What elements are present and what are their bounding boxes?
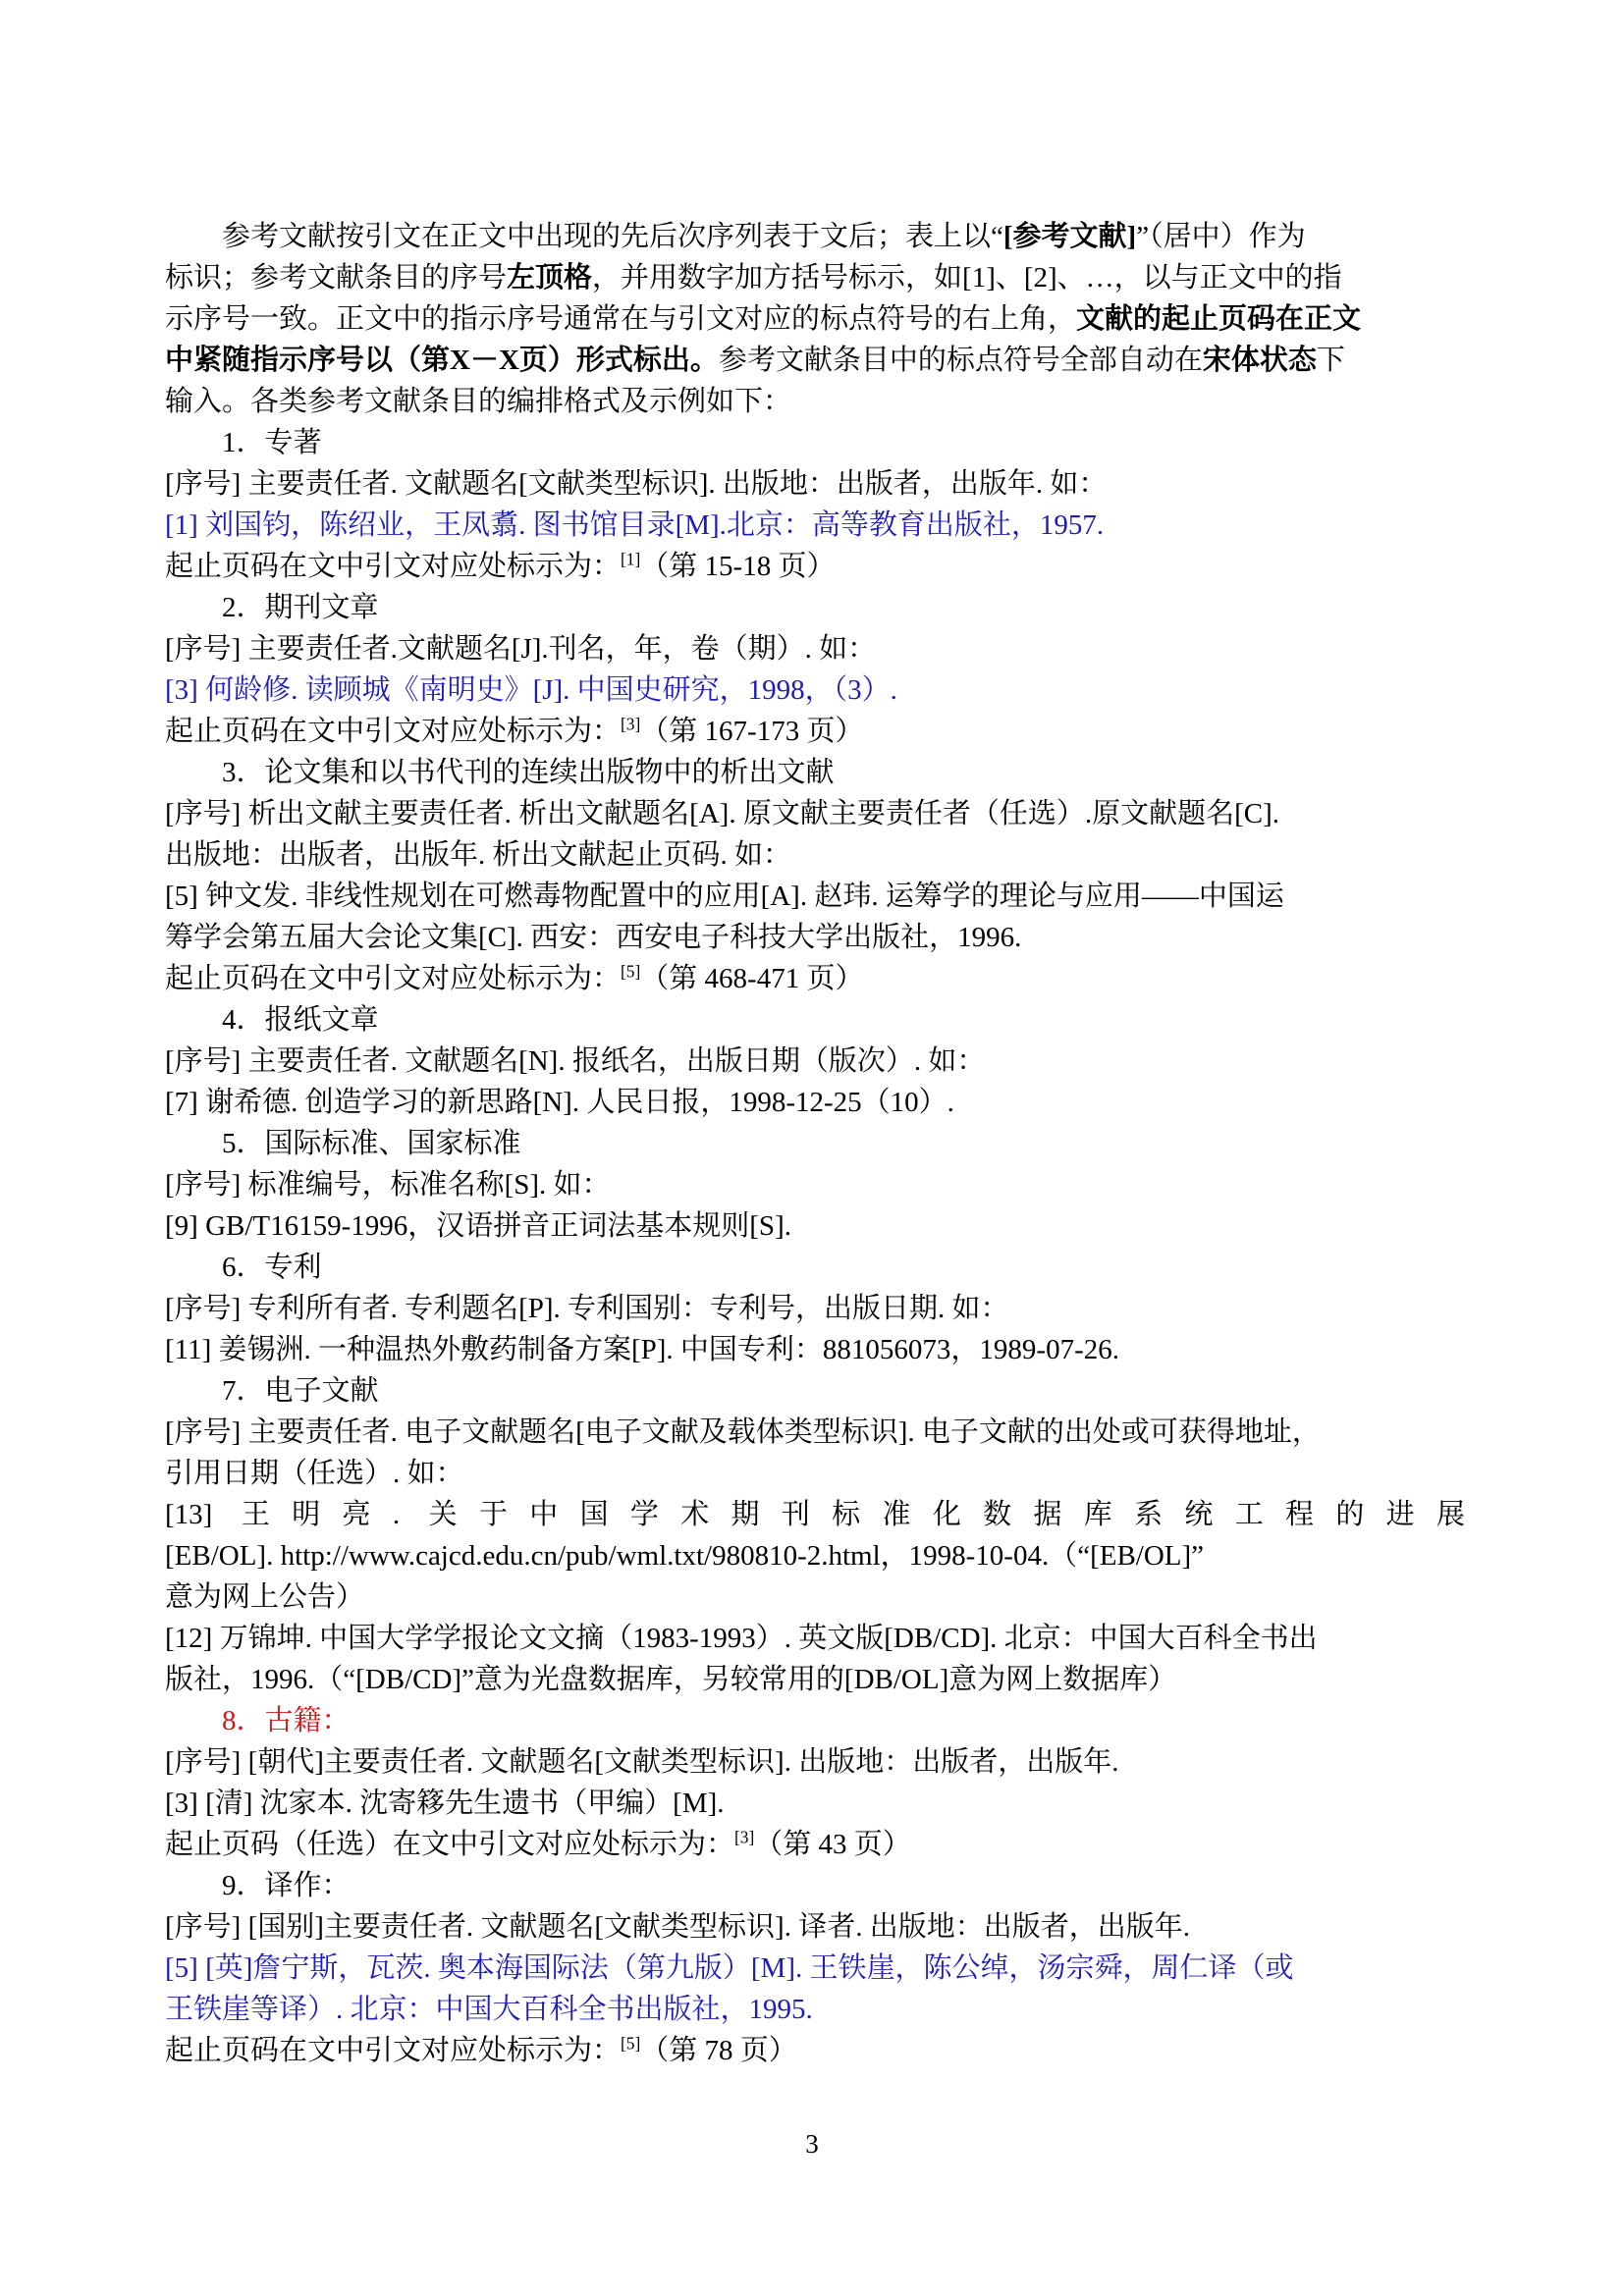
text-run: [参考文献] — [1002, 221, 1137, 252]
text-run: 3．论文集和以书代刊的连续出版物中的析出文献 — [222, 757, 835, 788]
text-run: [5] — [621, 961, 641, 982]
text-line — [165, 546, 1465, 587]
text-run: 输入。各类参考文献条目的编排格式及示例如下： — [165, 386, 792, 417]
text-run: [序号] 主要责任者. 电子文献题名[电子文献及载体类型标识]. 电子文献的出处或可获得地址， — [165, 1416, 1321, 1448]
text-line — [165, 1494, 1465, 1535]
text-run: 示序号一致。正文中的指示序号通常在与引文对应的标点符号的右上角， — [165, 303, 1077, 335]
text-line — [165, 1123, 1465, 1164]
text-run: 下 — [1316, 345, 1345, 376]
text-run: 出版地：出版者，出版年. 析出文献起止页码. 如： — [165, 839, 792, 871]
text-run: [3] 何龄修. 读顾城《南明史》[J]. 中国史研究，1998，（3）. — [165, 674, 897, 706]
text-run: [7] 谢希德. 创造学习的新思路[N]. 人民日报，1998-12-25（10）. — [165, 1087, 954, 1118]
text-line — [165, 1329, 1465, 1370]
text-run: [5] [英]詹宁斯，瓦茨. 奥本海国际法（第九版）[M]. 王铁崖，陈公绰，汤宗舜，周仁译（或 — [165, 1952, 1294, 1984]
text-line — [165, 587, 1465, 628]
text-line — [165, 1906, 1465, 1948]
text-line — [165, 2030, 1465, 2071]
text-line — [165, 381, 1465, 422]
text-run: 起止页码（任选）在文中引文对应处标示为： — [165, 1829, 735, 1860]
text-line — [165, 1824, 1465, 1865]
text-run: [序号] 专利所有者. 专利题名[P]. 专利国别：专利号，出版日期. 如： — [165, 1293, 1009, 1324]
text-run: 宋体状态 — [1202, 345, 1317, 376]
text-run: 4．报纸文章 — [222, 1004, 379, 1036]
text-run: （第 78 页） — [640, 2035, 797, 2066]
text-run: （第 15-18 页） — [640, 551, 836, 582]
text-line — [165, 1948, 1465, 1989]
text-line — [165, 876, 1465, 917]
text-run: 中紧随指示序号以（第X－X页）形式标出。 — [165, 345, 719, 376]
text-run: 引用日期（任选）. 如： — [165, 1458, 464, 1489]
text-run: [11] 姜锡洲. 一种温热外敷药制备方案[P]. 中国专利：881056073，1989-07-26. — [165, 1334, 1119, 1365]
text-run: （第 43 页） — [754, 1829, 911, 1860]
text-line — [165, 958, 1465, 999]
text-line — [165, 1989, 1465, 2030]
text-line — [165, 752, 1465, 793]
text-line — [165, 793, 1465, 834]
text-line — [165, 1041, 1465, 1082]
text-line — [165, 1453, 1465, 1494]
text-run: [1] — [621, 549, 641, 569]
text-run: 9．译作： — [222, 1870, 351, 1901]
text-run: [序号] 析出文献主要责任者. 析出文献题名[A]. 原文献主要责任者（任选）.原文献题名[C]. — [165, 798, 1279, 829]
text-line — [165, 1576, 1465, 1618]
text-run: [3] — [734, 1827, 755, 1847]
text-run: [12] 万锦坤. 中国大学学报论文文摘（1983-1993）. 英文版[DB/CD]. 北京：中国大百科全书出 — [165, 1623, 1318, 1654]
text-run: 5．国际标准、国家标准 — [222, 1128, 521, 1159]
text-run: 起止页码在文中引文对应处标示为： — [165, 2035, 622, 2066]
text-line — [165, 1164, 1465, 1205]
text-line — [165, 1700, 1465, 1741]
text-run: [13] 王明亮. 关于中国学术期刊标准化数据库系统工程的进展 — [165, 1499, 1465, 1530]
text-run: （第 468-471 页） — [640, 963, 864, 994]
text-line — [165, 1783, 1465, 1824]
text-line — [165, 1618, 1465, 1659]
text-run: ，并用数字加方括号标示，如[1]、[2]、…，以与正文中的指 — [592, 262, 1342, 294]
text-run: [3] — [621, 714, 641, 734]
text-line — [165, 628, 1465, 669]
text-run: 6．专利 — [222, 1252, 322, 1283]
text-line — [165, 1370, 1465, 1412]
text-run: [序号] [朝代]主要责任者. 文献题名[文献类型标识]. 出版地：出版者，出版年. — [165, 1746, 1119, 1778]
text-run: 标识；参考文献条目的序号 — [165, 262, 508, 294]
text-line — [165, 834, 1465, 876]
text-line — [165, 1412, 1465, 1453]
text-run: [5] — [621, 2033, 641, 2054]
text-line — [165, 1288, 1465, 1329]
text-line — [165, 1865, 1465, 1906]
page-number: 3 — [805, 2129, 819, 2159]
text-line — [165, 1247, 1465, 1288]
text-line — [165, 1082, 1465, 1123]
text-line — [165, 917, 1465, 958]
text-line — [165, 669, 1465, 711]
text-run: 左顶格 — [507, 262, 593, 294]
text-run: 王铁崖等译）. 北京：中国大百科全书出版社，1995. — [165, 1994, 813, 2025]
text-line — [165, 340, 1465, 381]
text-line — [165, 1659, 1465, 1700]
text-run: 起止页码在文中引文对应处标示为： — [165, 716, 622, 747]
text-line — [165, 298, 1465, 340]
text-run: [序号] [国别]主要责任者. 文献题名[文献类型标识]. 译者. 出版地：出版者，出版年. — [165, 1911, 1190, 1943]
text-run: [1] 刘国钧，陈绍业，王凤翥. 图书馆目录[M].北京：高等教育出版社，1957. — [165, 509, 1105, 541]
text-run: 意为网上公告） — [165, 1581, 365, 1613]
text-run: [序号] 主要责任者. 文献题名[文献类型标识]. 出版地：出版者，出版年. 如： — [165, 468, 1108, 500]
text-run: [9] GB/T16159-1996，汉语拼音正词法基本规则[S]. — [165, 1210, 791, 1242]
text-run: 参考文献条目中的标点符号全部自动在 — [718, 345, 1203, 376]
text-run: （第 167-173 页） — [640, 716, 864, 747]
text-line — [165, 999, 1465, 1041]
text-run: 起止页码在文中引文对应处标示为： — [165, 551, 622, 582]
text-run: [EB/OL]. http://www.cajcd.edu.cn/pub/wml.txt/980810-2.html，1998-10-04.（“[EB/OL]” — [165, 1540, 1205, 1572]
text-run: ”（居中）作为 — [1136, 221, 1306, 252]
text-run: [序号] 主要责任者.文献题名[J].刊名，年，卷（期）. 如： — [165, 633, 877, 665]
text-run: 1．专著 — [222, 427, 322, 458]
text-run: 8．古籍： — [222, 1705, 351, 1736]
text-line — [165, 711, 1465, 752]
text-line — [165, 216, 1465, 257]
text-line — [165, 505, 1465, 546]
text-run: [3] [清] 沈家本. 沈寄簃先生遗书（甲编）[M]. — [165, 1788, 725, 1819]
text-line — [165, 257, 1465, 298]
text-line — [165, 422, 1465, 463]
document-body — [165, 216, 1465, 2071]
text-run: 筹学会第五届大会论文集[C]. 西安：西安电子科技大学出版社，1996. — [165, 922, 1022, 953]
text-run: [序号] 标准编号，标准名称[S]. 如： — [165, 1169, 611, 1201]
text-run: 参考文献按引文在正文中出现的先后次序列表于文后；表上以“ — [222, 221, 1003, 252]
text-line — [165, 1535, 1465, 1576]
text-run: 版社，1996.（“[DB/CD]”意为光盘数据库，另较常用的[DB/OL]意为网上数据库） — [165, 1664, 1177, 1695]
text-run: 2．期刊文章 — [222, 592, 379, 623]
text-line — [165, 1205, 1465, 1247]
text-run: 7．电子文献 — [222, 1375, 379, 1407]
text-run: 起止页码在文中引文对应处标示为： — [165, 963, 622, 994]
text-line — [165, 1741, 1465, 1783]
text-line — [165, 463, 1465, 505]
text-run: 文献的起止页码在正文 — [1076, 303, 1362, 335]
text-run: [5] 钟文发. 非线性规划在可燃毒物配置中的应用[A]. 赵玮. 运筹学的理论与应用——中国运 — [165, 881, 1284, 912]
text-run: [序号] 主要责任者. 文献题名[N]. 报纸名，出版日期（版次）. 如： — [165, 1045, 986, 1077]
